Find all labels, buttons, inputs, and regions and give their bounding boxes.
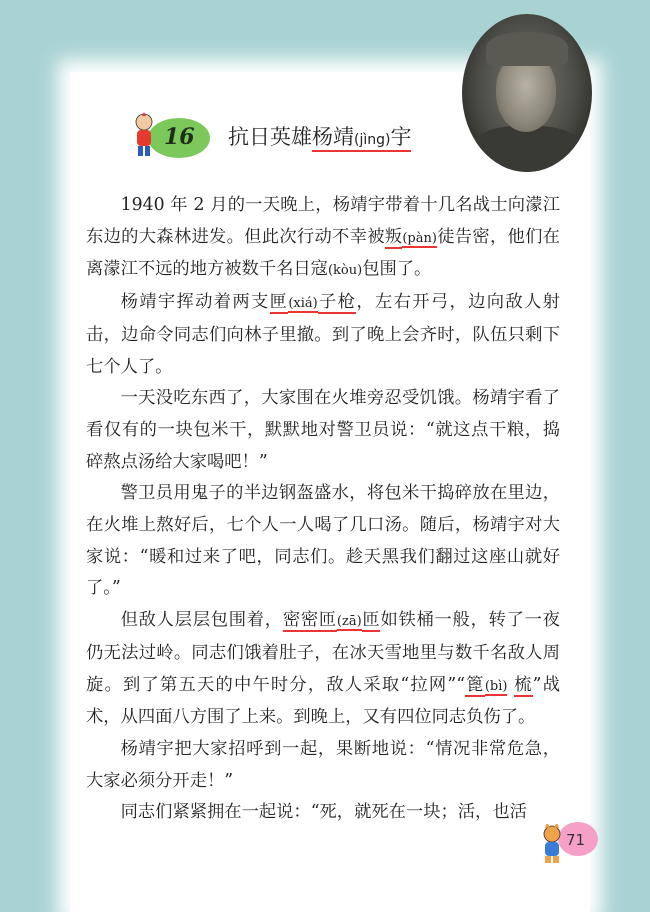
title-pinyin: (jìng)	[354, 132, 391, 148]
portrait-photo	[462, 14, 592, 172]
paragraph	[86, 287, 560, 383]
text-run: 1940 年 2 月的一天晚上，杨靖宇带着十几名战士向濛江东边的大森林进发。但此次行动不幸被	[86, 195, 560, 247]
body-text	[86, 190, 560, 829]
text-run: 警卫员用鬼子的半边钢盔盛水，将包米干捣碎放在里边，在火堆上熬好后，七个人一人喝了几口汤。随后，杨靖宇对大家说：“暖和过来了吧，同志们。趁天黑我们翻过这座山就好了。”	[86, 483, 560, 599]
underlined-word: 子枪	[317, 292, 357, 313]
lesson-title	[228, 121, 411, 151]
child-mascot-icon	[132, 112, 156, 158]
page-number: 71	[566, 831, 586, 849]
lesson-number: 16	[164, 124, 195, 150]
text-run: 同志们紧紧拥在一起说：“死，就死在一块；活，也活	[120, 802, 527, 823]
cartoon-cat-icon	[540, 824, 564, 864]
underlined-word: (zā)	[336, 614, 362, 630]
paragraph	[86, 383, 560, 478]
text-run: 一天没吃东西了，大家围在火堆旁忍受饥饿。杨靖宇看了看仅有的一块包米干，默默地对警卫员说：“就这点干粮，捣碎熬点汤给大家喝吧！”	[86, 388, 560, 472]
paragraph	[86, 190, 560, 287]
title-end: 宇	[390, 125, 411, 152]
underlined-word: 梳	[514, 674, 533, 695]
text-run: 如铁桶一般，转了一夜仍无法过岭。同志们饿着肚子，在冰天雪地里与数千名敌人周旋。到了第五天的中午时分，敌人采取“拉网”“	[86, 610, 560, 695]
text-run: 但敌人层层包围着，	[120, 610, 283, 631]
paragraph	[86, 605, 560, 734]
text-run: 包围了。	[362, 259, 432, 280]
title-text: 抗日英雄	[228, 125, 312, 149]
page-number-decoration	[540, 812, 604, 868]
text-run: ，左右开弓，边向敌人射击，边命令同志们向林子里撤。到了晚上会齐时，队伍只剩下七个人了。	[86, 292, 560, 377]
underlined-word: 匝	[361, 610, 381, 631]
paragraph	[86, 797, 560, 829]
paragraph	[86, 478, 560, 605]
underlined-word: 叛	[384, 226, 403, 247]
underlined-word: (xiá)	[288, 296, 318, 312]
underlined-word: (pàn)	[402, 230, 437, 246]
underlined-word: 篦	[465, 674, 485, 695]
lesson-badge	[128, 110, 216, 164]
title-underlined: 杨靖	[312, 125, 354, 149]
text-run: 杨靖宇挥动着两支	[120, 292, 270, 313]
paragraph	[86, 734, 560, 797]
text-run: ”战术，从四面八方围了上来。到晚上，又有四位同志负伤了。	[86, 674, 560, 728]
underlined-word: 密密匝	[282, 610, 337, 631]
underlined-word: (bì)	[484, 678, 508, 694]
text-run: 杨靖宇把大家招呼到一起，果断地说：“情况非常危急，大家必须分开走！”	[86, 738, 560, 791]
underlined-word: 匣	[269, 292, 289, 313]
text-run: 徒告密，他们在离濛江不远的地方被数千名日寇	[86, 226, 560, 280]
pinyin: (kòu)	[327, 263, 363, 279]
